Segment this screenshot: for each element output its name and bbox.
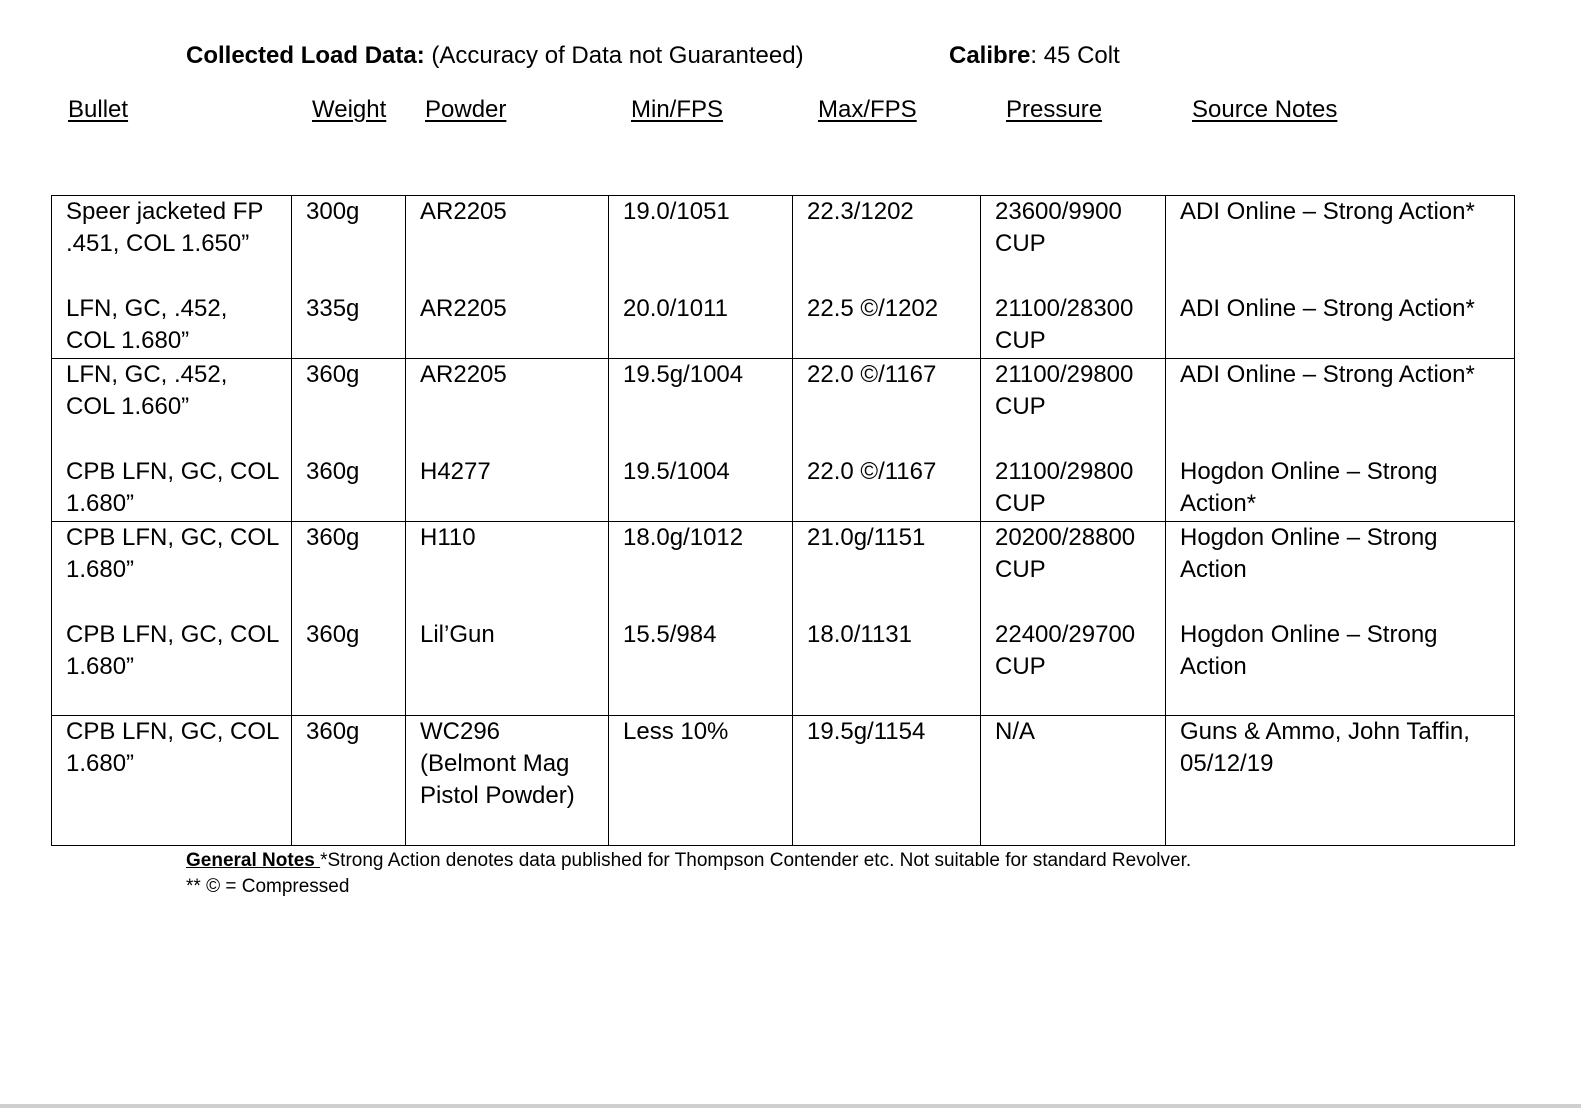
cell-weight: 300g [292, 196, 406, 293]
cell-bullet: LFN, GC, .452, COL 1.680” [52, 293, 292, 359]
table-row [52, 359, 1515, 456]
cell-weight: 360g [292, 716, 406, 846]
cell-pressure: 22400/29700 CUP [981, 619, 1166, 716]
document-title [186, 42, 804, 70]
table-row [52, 522, 1515, 619]
cell-source-notes: Hogdon Online – Strong Action* [1166, 456, 1515, 522]
cell-min-fps: 15.5/984 [609, 619, 793, 716]
cell-max-fps: 18.0/1131 [793, 619, 981, 716]
column-header-powder: Powder [425, 96, 507, 123]
table-row [52, 716, 1515, 846]
cell-pressure: 21100/28300 CUP [981, 293, 1166, 359]
cell-min-fps: 19.0/1051 [609, 196, 793, 293]
cell-weight: 335g [292, 293, 406, 359]
cell-pressure: 20200/28800 CUP [981, 522, 1166, 619]
cell-source-notes: Hogdon Online – Strong Action [1166, 522, 1515, 619]
cell-powder: AR2205 [406, 359, 609, 456]
cell-max-fps: 22.3/1202 [793, 196, 981, 293]
cell-source-notes: ADI Online – Strong Action* [1166, 196, 1515, 293]
notes-label: General Notes [186, 850, 321, 871]
cell-powder: Lil’Gun [406, 619, 609, 716]
column-header-min-fps: Min/FPS [631, 96, 724, 123]
table-row [52, 456, 1515, 522]
page-bottom-divider [0, 1104, 1581, 1108]
cell-source-notes: Hogdon Online – Strong Action [1166, 619, 1515, 716]
cell-bullet: Speer jacketed FP .451, COL 1.650” [52, 196, 292, 293]
load-data-table [51, 195, 1515, 846]
cell-pressure: 23600/9900 CUP [981, 196, 1166, 293]
cell-min-fps: 20.0/1011 [609, 293, 793, 359]
cell-max-fps: 22.0 ©/1167 [793, 359, 981, 456]
cell-powder: H4277 [406, 456, 609, 522]
cell-source-notes: ADI Online – Strong Action* [1166, 293, 1515, 359]
notes-line-2: ** © = Compressed [186, 876, 350, 897]
cell-weight: 360g [292, 456, 406, 522]
table-row [52, 293, 1515, 359]
notes-strong-action: *Strong Action denotes data published for Thompson Contender etc. Not suitable for standard Revolver. [320, 850, 1192, 871]
cell-max-fps: 22.5 ©/1202 [793, 293, 981, 359]
cell-min-fps: 18.0g/1012 [609, 522, 793, 619]
cell-bullet: CPB LFN, GC, COL 1.680” [52, 619, 292, 716]
cell-source-notes: Guns & Ammo, John Taffin, 05/12/19 [1166, 716, 1515, 846]
cell-max-fps: 19.5g/1154 [793, 716, 981, 846]
cell-pressure: N/A [981, 716, 1166, 846]
cell-bullet: LFN, GC, .452, COL 1.660” [52, 359, 292, 456]
calibre-label: Calibre [949, 42, 1031, 69]
cell-powder: AR2205 [406, 293, 609, 359]
column-header-bullet: Bullet [68, 96, 129, 123]
column-header-source-notes: Source Notes [1192, 96, 1338, 123]
table-row [52, 619, 1515, 716]
general-notes [186, 848, 1191, 900]
cell-bullet: CPB LFN, GC, COL 1.680” [52, 456, 292, 522]
title-bold: Collected Load Data: [186, 42, 425, 69]
column-header-pressure: Pressure [1006, 96, 1103, 123]
cell-powder: WC296 (Belmont Mag Pistol Powder) [406, 716, 609, 846]
cell-weight: 360g [292, 522, 406, 619]
title-note: (Accuracy of Data not Guaranteed) [424, 42, 804, 69]
calibre [949, 42, 1120, 70]
cell-pressure: 21100/29800 CUP [981, 456, 1166, 522]
table-row [52, 196, 1515, 293]
calibre-value: : 45 Colt [1030, 42, 1120, 69]
column-header-weight: Weight [312, 96, 387, 123]
cell-bullet: CPB LFN, GC, COL 1.680” [52, 716, 292, 846]
cell-min-fps: 19.5g/1004 [609, 359, 793, 456]
cell-powder: AR2205 [406, 196, 609, 293]
cell-weight: 360g [292, 359, 406, 456]
cell-min-fps: Less 10% [609, 716, 793, 846]
cell-weight: 360g [292, 619, 406, 716]
cell-max-fps: 22.0 ©/1167 [793, 456, 981, 522]
cell-pressure: 21100/29800 CUP [981, 359, 1166, 456]
cell-min-fps: 19.5/1004 [609, 456, 793, 522]
cell-source-notes: ADI Online – Strong Action* [1166, 359, 1515, 456]
cell-bullet: CPB LFN, GC, COL 1.680” [52, 522, 292, 619]
cell-powder: H110 [406, 522, 609, 619]
column-header-max-fps: Max/FPS [818, 96, 917, 123]
cell-max-fps: 21.0g/1151 [793, 522, 981, 619]
notes-line-1 [186, 848, 1191, 874]
